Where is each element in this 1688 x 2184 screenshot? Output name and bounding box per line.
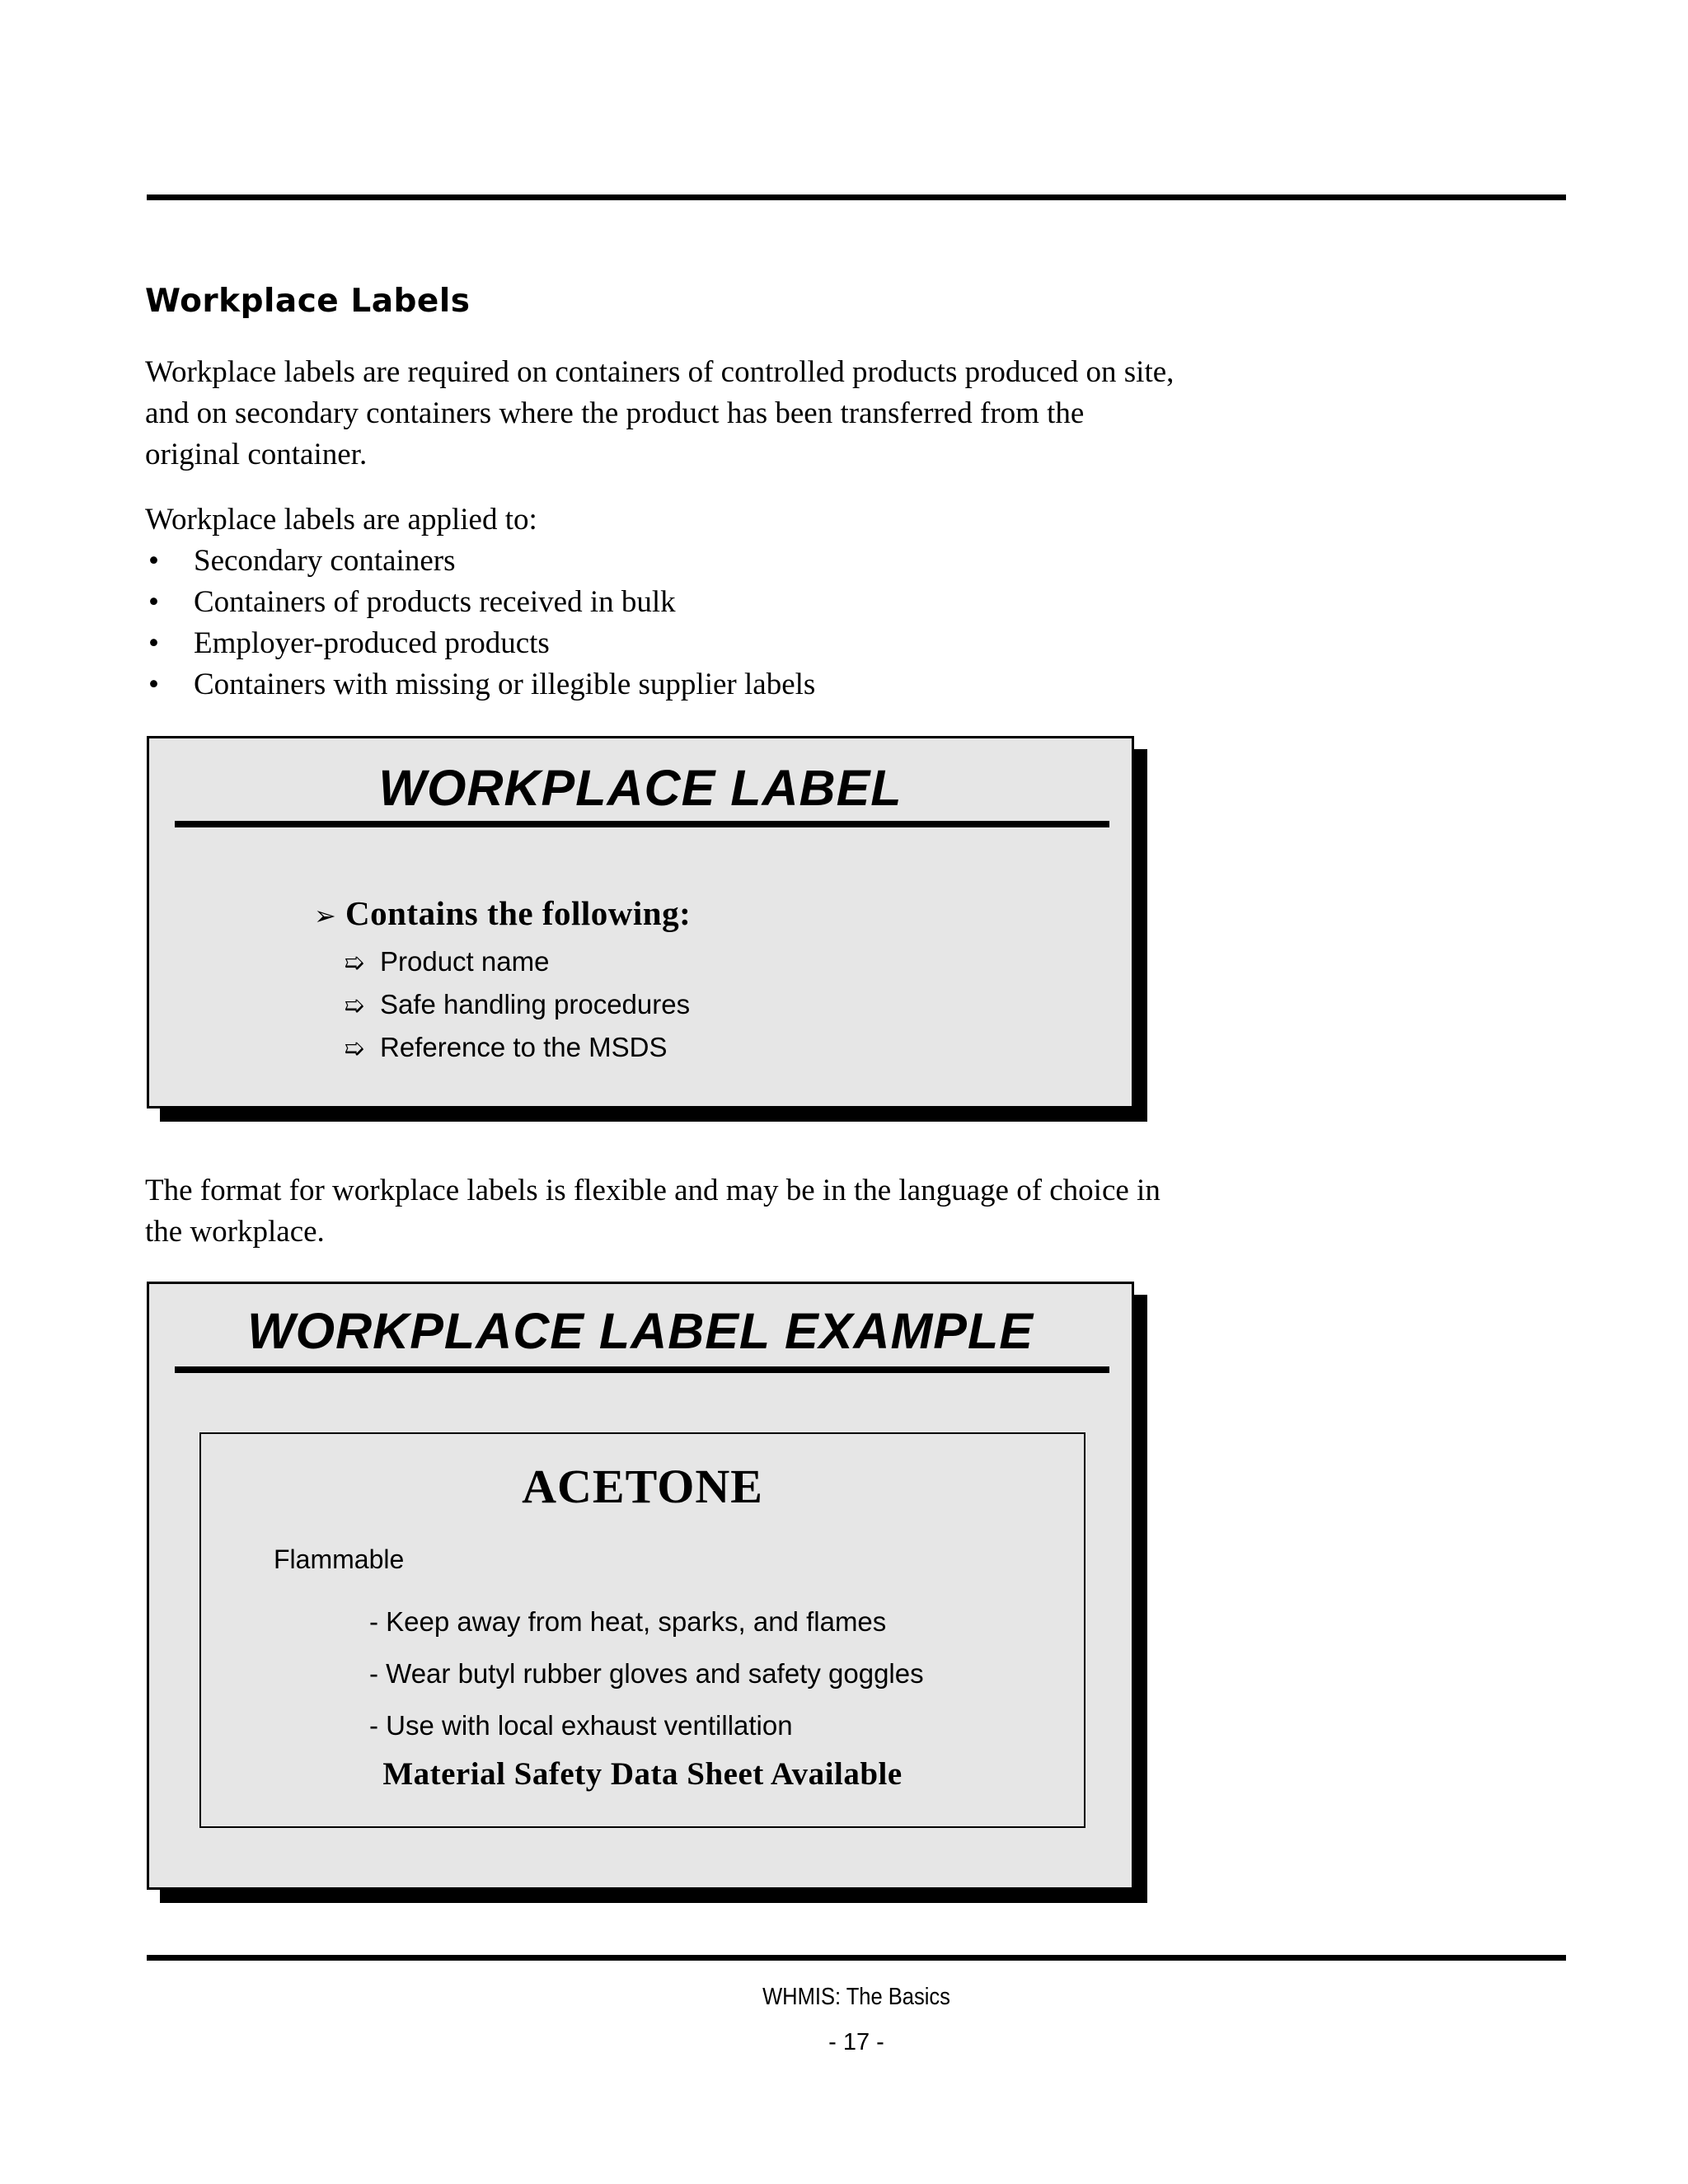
workplace-label-example-box: [147, 1282, 1134, 1890]
msds-note: Material Safety Data Sheet Available: [382, 1756, 903, 1792]
title-rule: [175, 821, 1109, 827]
format-paragraph: The format for workplace labels is flexible and may be in the language of choice in the workplace.: [145, 1174, 1160, 1249]
example-label: [199, 1432, 1085, 1828]
label-contents-list: [344, 941, 690, 1070]
bullet-icon: •: [148, 626, 159, 660]
list-item: - Use with local exhaust ventillation: [369, 1710, 793, 1741]
list-item: - Keep away from heat, sparks, and flames: [369, 1606, 887, 1637]
arrowhead-icon: ➢: [314, 900, 337, 931]
bullet-icon: •: [148, 668, 159, 701]
list-item: • Containers with missing or illegible supplier labels: [145, 664, 815, 705]
list-item: • Secondary containers: [145, 541, 815, 582]
contains-heading: ➢ Contains the following:: [314, 894, 692, 932]
bottom-rule: [147, 1955, 1566, 1961]
page-number: - 17 -: [828, 2029, 884, 2055]
curved-arrow-icon: ➯: [344, 949, 365, 977]
intro-paragraph: Workplace labels are required on containers of controlled products produced on site, and on secondary containers where the product has been transferred from the original container.: [145, 355, 1175, 471]
workplace-label-title: WORKPLACE LABEL: [378, 760, 903, 816]
workplace-label-example-title: WORKPLACE LABEL EXAMPLE: [247, 1303, 1034, 1359]
list-item: - Wear butyl rubber gloves and safety goggles: [369, 1658, 924, 1689]
footer-title: WHMIS: The Basics: [762, 1984, 950, 2010]
top-rule: [147, 194, 1566, 200]
curved-arrow-icon: ➯: [344, 1034, 365, 1063]
bullet-icon: •: [148, 585, 159, 619]
product-name: ACETONE: [522, 1460, 763, 1513]
applied-to-paragraph: Workplace labels are applied to:: [145, 503, 537, 537]
applied-to-list: [145, 541, 815, 705]
list-item: • Employer-produced products: [145, 623, 815, 664]
workplace-label-box: [147, 736, 1134, 1108]
hazard-text: Flammable: [274, 1544, 405, 1574]
precautions-list: [369, 1596, 924, 1751]
section-heading: Workplace Labels: [145, 283, 471, 320]
list-item: ➯ Reference to the MSDS: [344, 1027, 690, 1070]
bullet-icon: •: [148, 544, 159, 578]
list-item: • Containers of products received in bulk: [145, 582, 815, 623]
list-item: ➯ Safe handling procedures: [344, 984, 690, 1027]
list-item: ➯ Product name: [344, 941, 690, 984]
title-rule: [175, 1366, 1109, 1373]
curved-arrow-icon: ➯: [344, 991, 365, 1020]
